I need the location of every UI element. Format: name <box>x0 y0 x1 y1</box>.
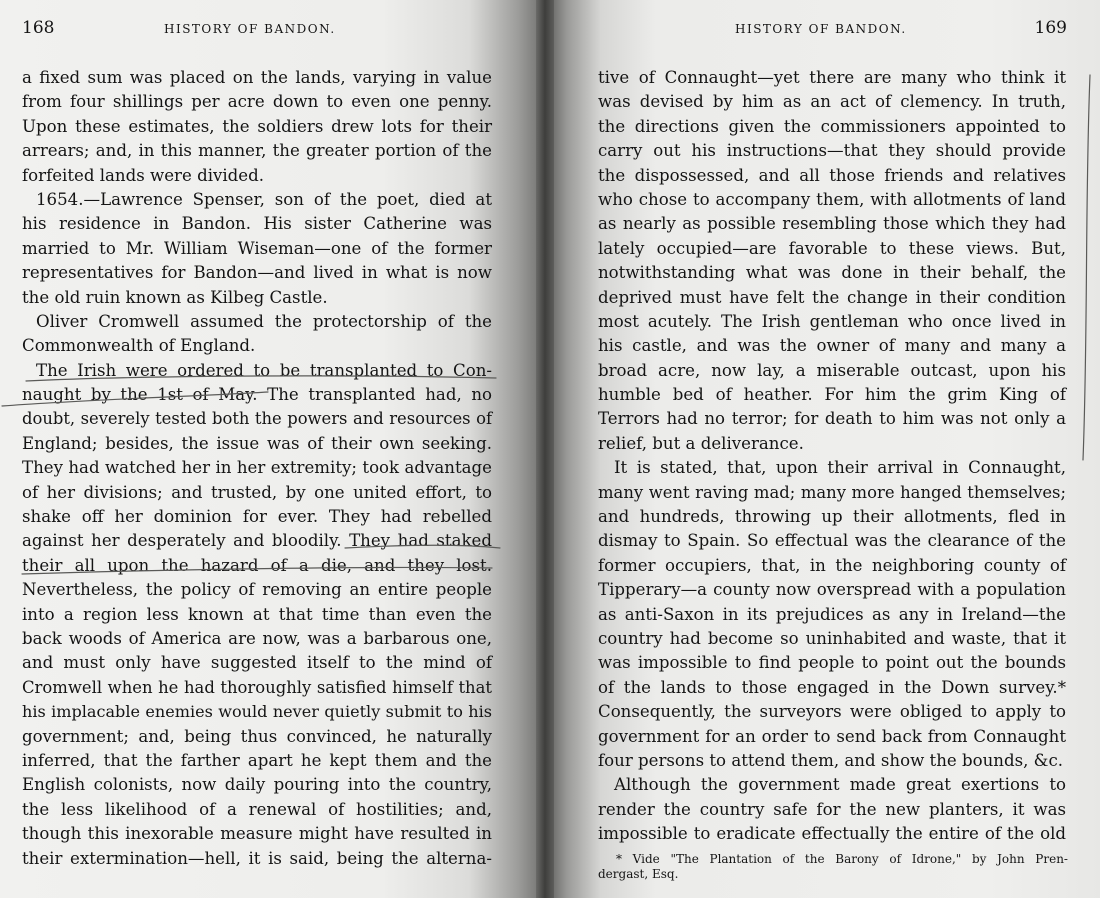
text-line: their extermination—hell, it is said, being the alterna- <box>22 848 492 868</box>
text-line: Commonwealth of England. <box>22 336 256 356</box>
right-page-header <box>575 18 1067 40</box>
text-line: doubt, severely tested both the powers and resources of <box>22 409 492 429</box>
text-line: English colonists, now daily pouring into the country, <box>22 775 492 795</box>
text-line: naught by the 1st of May. The transplanted had, no <box>22 385 492 405</box>
text-line: tive of Connaught—yet there are many who think it <box>598 68 1066 87</box>
left-page-number: 168 <box>22 18 55 38</box>
text-line: of the lands to those engaged in the Down survey.* <box>598 677 1066 697</box>
footnote <box>598 852 1068 882</box>
text-line: most acutely. The Irish gentleman who once lived in <box>598 311 1066 331</box>
text-line: from four shillings per acre down to even one penny. <box>22 92 492 112</box>
text-line: Nevertheless, the policy of removing an entire people <box>22 580 492 600</box>
text-line: many went raving mad; many more hanged themselves; <box>598 482 1066 502</box>
text-line: Cromwell when he had thoroughly satisfied himself that <box>22 677 492 697</box>
text-line: It is stated, that, upon their arrival in Connaught, <box>614 458 1066 478</box>
text-line: though this inexorable measure might have resulted in <box>22 824 492 844</box>
text-line: forfeited lands were divided. <box>22 165 265 185</box>
footnote-line: dergast, Esq. <box>598 867 679 881</box>
left-page-body <box>22 66 492 871</box>
text-line: married to Mr. William Wiseman—one of the former <box>22 238 492 258</box>
text-line: back woods of America are now, was a barbarous one, <box>22 628 492 648</box>
text-line: into a region less known at that time than even the <box>22 604 492 624</box>
right-page-body <box>598 66 1066 847</box>
text-line: They had watched her in her extremity; took advantage <box>22 458 492 478</box>
text-line: dismay to Spain. So effectual was the clearance of the <box>598 531 1066 551</box>
text-line: Consequently, the surveyors were obliged to apply to <box>598 702 1066 722</box>
text-line: carry out his instructions—that they should provide <box>598 141 1066 161</box>
text-line: as anti-Saxon in its prejudices as any in Ireland—the <box>598 604 1066 624</box>
text-line: England; besides, the issue was of their own seeking. <box>22 433 492 453</box>
text-line: deprived must have felt the change in their condition <box>598 287 1066 307</box>
text-line: broad acre, now lay, a miserable outcast, upon his <box>598 360 1066 380</box>
right-page-number: 169 <box>1034 18 1067 38</box>
text-line: impossible to eradicate effectually the entire of the old <box>598 824 1066 844</box>
text-line: Terrors had no terror; for death to him was not only a <box>598 409 1066 429</box>
text-line: shake off her dominion for ever. They had rebelled <box>22 507 492 527</box>
text-line: render the country safe for the new planters, it was <box>598 799 1066 819</box>
left-page <box>0 0 545 898</box>
text-line: Tipperary—a county now overspread with a population <box>598 580 1066 600</box>
right-running-head: HISTORY OF BANDON. <box>735 22 907 36</box>
text-line: Oliver Cromwell assumed the protectorship of the <box>36 311 492 331</box>
text-line: his residence in Bandon. His sister Catherine was <box>22 214 492 234</box>
text-line: arrears; and, in this manner, the greater portion of the <box>22 141 492 161</box>
text-line: was impossible to find people to point out the bounds <box>598 653 1066 673</box>
text-line: four persons to attend them, and show the bounds, &c. <box>598 750 1064 770</box>
text-line: 1654.—Lawrence Spenser, son of the poet, died at <box>36 189 492 209</box>
text-line: as nearly as possible resembling those which they had <box>598 214 1066 234</box>
text-line: was devised by him as an act of clemency. In truth, <box>598 92 1066 112</box>
text-line: of her divisions; and trusted, by one united effort, to <box>22 482 492 502</box>
text-line: government; and, being thus convinced, he naturally <box>22 726 492 746</box>
text-line: The Irish were ordered to be transplanted to Con- <box>36 360 492 380</box>
text-line: the directions given the commissioners appointed to <box>598 116 1066 136</box>
left-running-head: HISTORY OF BANDON. <box>164 22 336 36</box>
text-line: his castle, and was the owner of many and many a <box>598 336 1066 356</box>
text-line: against her desperately and bloodily. They had staked <box>22 531 492 551</box>
footnote-line: * Vide "The Plantation of the Barony of Idrone," by John Pren- <box>616 852 1068 866</box>
text-line: the less likelihood of a renewal of hostilities; and, <box>22 799 492 819</box>
text-line: Upon these estimates, the soldiers drew lots for their <box>22 116 492 136</box>
text-line: who chose to accompany them, with allotments of land <box>598 189 1066 209</box>
text-line: a fixed sum was placed on the lands, varying in value <box>22 68 492 87</box>
text-line: Although the government made great exertions to <box>614 775 1066 795</box>
text-line: notwithstanding what was done in their behalf, the <box>598 263 1066 283</box>
text-line: government for an order to send back from Connaught <box>598 726 1066 746</box>
text-line: humble bed of heather. For him the grim King of <box>598 385 1066 405</box>
book-gutter <box>536 0 554 898</box>
text-line: relief, but a deliverance. <box>598 433 804 453</box>
text-line: former occupiers, that, in the neighboring county of <box>598 555 1066 575</box>
text-line: and hundreds, throwing up their allotments, fled in <box>598 507 1066 527</box>
left-page-header <box>22 18 492 40</box>
right-page <box>545 0 1100 898</box>
text-line: their all upon the hazard of a die, and they lost. <box>22 555 492 575</box>
text-line: country had become so uninhabited and waste, that it <box>598 628 1066 648</box>
text-line: his implacable enemies would never quietly submit to his <box>22 702 492 722</box>
text-line: the old ruin known as Kilbeg Castle. <box>22 287 328 307</box>
text-line: and must only have suggested itself to the mind of <box>22 653 492 673</box>
text-line: representatives for Bandon—and lived in what is now <box>22 263 492 283</box>
text-line: the dispossessed, and all those friends and relatives <box>598 165 1066 185</box>
text-line: lately occupied—are favorable to these views. But, <box>598 238 1066 258</box>
text-line: inferred, that the farther apart he kept them and the <box>22 750 492 770</box>
